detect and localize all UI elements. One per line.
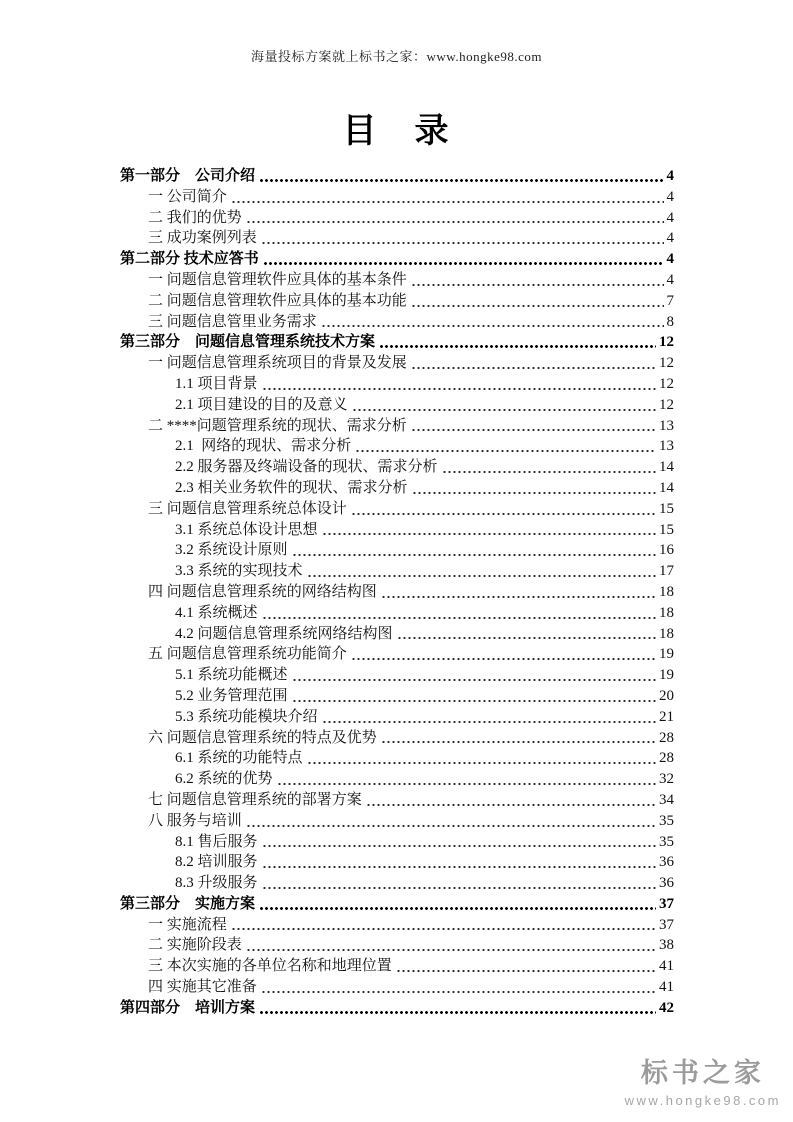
table-of-contents	[0, 166, 793, 1019]
toc-page-number: 8	[666, 313, 674, 330]
toc-entry-label: 4.2 问题信息管理系统网络结构图	[175, 625, 393, 642]
toc-leader-dots	[231, 187, 664, 208]
toc-entry[interactable]	[120, 478, 674, 499]
toc-entry-label: 8.1 售后服务	[175, 833, 258, 850]
toc-entry[interactable]	[120, 416, 674, 437]
toc-page-number: 21	[659, 708, 674, 725]
toc-entry[interactable]	[120, 707, 674, 728]
toc-entry[interactable]	[120, 436, 674, 457]
toc-entry[interactable]	[120, 998, 674, 1019]
toc-leader-dots	[261, 977, 656, 998]
toc-entry-label: 二 ****问题管理系统的现状、需求分析	[148, 417, 407, 434]
toc-entry-label: 一 问题信息管理软件应具体的基本条件	[148, 271, 407, 288]
toc-page-number: 13	[659, 438, 674, 455]
toc-leader-dots	[262, 832, 656, 853]
toc-page-number: 4	[666, 230, 674, 247]
toc-page-number: 13	[659, 417, 674, 434]
toc-leader-dots	[321, 312, 664, 333]
toc-leader-dots	[397, 624, 656, 645]
toc-leader-dots	[246, 208, 664, 229]
toc-leader-dots	[355, 436, 656, 457]
toc-entry-label: 2.1 项目建设的目的及意义	[175, 396, 348, 413]
toc-page-number: 16	[659, 542, 674, 559]
toc-entry[interactable]	[120, 832, 674, 853]
toc-leader-dots	[262, 374, 656, 395]
toc-entry[interactable]	[120, 894, 674, 915]
toc-entry[interactable]	[120, 603, 674, 624]
toc-leader-dots	[262, 873, 656, 894]
toc-entry-label: 三 成功案例列表	[148, 230, 257, 247]
toc-entry-label: 五 问题信息管理系统功能简介	[148, 646, 347, 663]
watermark-brand: 标书之家	[640, 1058, 765, 1088]
toc-page-number: 4	[666, 271, 674, 288]
toc-entry[interactable]	[120, 187, 674, 208]
toc-page-number: 18	[659, 604, 674, 621]
toc-entry-label: 二 实施阶段表	[148, 937, 242, 954]
toc-page-number: 12	[659, 355, 674, 372]
toc-leader-dots	[411, 416, 656, 437]
toc-entry[interactable]	[120, 790, 674, 811]
toc-page-number: 28	[659, 729, 674, 746]
toc-page-number: 4	[666, 168, 674, 184]
toc-entry-label: 5.1 系统功能概述	[175, 667, 288, 684]
toc-leader-dots	[292, 686, 656, 707]
toc-entry-label: 第二部分 技术应答书	[120, 251, 259, 268]
toc-page-number: 42	[659, 999, 674, 1016]
toc-entry[interactable]	[120, 728, 674, 749]
toc-page-number: 15	[659, 500, 674, 517]
toc-entry-label: 第一部分 公司介绍	[120, 168, 256, 184]
toc-page-number: 37	[659, 895, 674, 912]
toc-entry[interactable]	[120, 748, 674, 769]
toc-entry-label: 六 问题信息管理系统的特点及优势	[148, 729, 377, 746]
toc-entry[interactable]	[120, 561, 674, 582]
toc-entry-label: 一 实施流程	[148, 916, 227, 933]
toc-entry[interactable]	[120, 353, 674, 374]
toc-entry[interactable]	[120, 582, 674, 603]
toc-page-number: 41	[659, 958, 674, 975]
toc-page-number: 35	[659, 833, 674, 850]
toc-entry-label: 四 问题信息管理系统的网络结构图	[148, 583, 377, 600]
toc-leader-dots	[352, 395, 656, 416]
watermark	[625, 1051, 781, 1108]
toc-entry-label: 6.2 系统的优势	[175, 771, 273, 788]
toc-leader-dots	[262, 603, 656, 624]
toc-leader-dots	[411, 291, 664, 312]
toc-entry-label: 3.2 系统设计原则	[175, 542, 288, 559]
toc-page-number: 18	[659, 625, 674, 642]
toc-entry-label: 2.3 相关业务软件的现状、需求分析	[175, 479, 408, 496]
toc-entry-label: 一 公司简介	[148, 188, 227, 205]
toc-entry-label: 4.1 系统概述	[175, 604, 258, 621]
toc-leader-dots	[351, 499, 656, 520]
toc-entry[interactable]	[120, 332, 674, 353]
toc-entry[interactable]	[120, 769, 674, 790]
toc-entry-label: 2.2 服务器及终端设备的现状、需求分析	[175, 459, 438, 476]
toc-entry[interactable]	[120, 624, 674, 645]
toc-leader-dots	[381, 728, 656, 749]
toc-page-number: 4	[666, 251, 674, 268]
toc-leader-dots	[261, 228, 664, 249]
toc-page-number: 41	[659, 979, 674, 996]
toc-entry[interactable]	[120, 665, 674, 686]
toc-entry[interactable]	[120, 208, 674, 229]
toc-page-number: 7	[666, 292, 674, 309]
toc-leader-dots	[246, 935, 656, 956]
toc-leader-dots	[412, 478, 656, 499]
toc-leader-dots	[259, 998, 656, 1019]
toc-entry-label: 一 问题信息管理系统项目的背景及发展	[148, 355, 407, 372]
toc-entry-label: 6.1 系统的功能特点	[175, 750, 303, 767]
toc-entry-label: 二 问题信息管理软件应具体的基本功能	[148, 292, 407, 309]
watermark-url: www.hongke98.com	[624, 1093, 781, 1108]
toc-leader-dots	[442, 457, 656, 478]
toc-leader-dots	[396, 956, 656, 977]
toc-entry[interactable]	[120, 873, 674, 894]
toc-leader-dots	[259, 894, 656, 915]
toc-entry[interactable]	[120, 395, 674, 416]
toc-entry[interactable]	[120, 166, 674, 187]
toc-page-number: 36	[659, 854, 674, 871]
toc-leader-dots	[263, 249, 664, 270]
toc-entry-label: 第四部分 培训方案	[120, 999, 256, 1016]
toc-leader-dots	[351, 644, 656, 665]
toc-leader-dots	[262, 852, 656, 873]
toc-page-number: 20	[659, 687, 674, 704]
toc-leader-dots	[366, 790, 656, 811]
toc-page-number: 36	[659, 875, 674, 892]
toc-page-number: 19	[659, 667, 674, 684]
toc-entry-label: 8.2 培训服务	[175, 854, 258, 871]
toc-page-number: 12	[659, 375, 674, 392]
toc-leader-dots	[307, 561, 656, 582]
toc-entry-label: 三 本次实施的各单位名称和地理位置	[148, 958, 392, 975]
toc-entry-label: 5.3 系统功能模块介绍	[175, 708, 318, 725]
toc-entry[interactable]	[120, 644, 674, 665]
toc-page-number: 19	[659, 646, 674, 663]
toc-leader-dots	[292, 665, 656, 686]
toc-entry[interactable]	[120, 312, 674, 333]
toc-entry[interactable]	[120, 228, 674, 249]
toc-page-number: 14	[659, 479, 674, 496]
toc-page-number: 35	[659, 812, 674, 829]
toc-entry[interactable]	[120, 520, 674, 541]
toc-entry[interactable]	[120, 270, 674, 291]
toc-entry[interactable]	[120, 852, 674, 873]
toc-entry[interactable]	[120, 915, 674, 936]
toc-page-number: 34	[659, 791, 674, 808]
toc-entry-label: 二 我们的优势	[148, 209, 242, 226]
toc-entry-label: 第三部分 实施方案	[120, 895, 256, 912]
toc-leader-dots	[259, 166, 663, 187]
toc-entry[interactable]	[120, 956, 674, 977]
toc-entry-label: 5.2 业务管理范围	[175, 687, 288, 704]
toc-leader-dots	[411, 270, 664, 291]
toc-entry-label: 1.1 项目背景	[175, 375, 258, 392]
toc-leader-dots	[246, 811, 656, 832]
toc-page-number: 4	[666, 209, 674, 226]
toc-page-number: 28	[659, 750, 674, 767]
toc-entry-label: 三 问题信息管里业务需求	[148, 313, 317, 330]
toc-page-number: 15	[659, 521, 674, 538]
toc-leader-dots	[231, 915, 656, 936]
toc-entry[interactable]	[120, 457, 674, 478]
toc-leader-dots	[411, 353, 656, 374]
toc-entry[interactable]	[120, 686, 674, 707]
page-title: 目 录	[342, 113, 451, 150]
toc-entry-label: 3.3 系统的实现技术	[175, 563, 303, 580]
toc-leader-dots	[277, 769, 656, 790]
toc-leader-dots	[379, 332, 656, 353]
toc-entry-label: 三 问题信息管理系统总体设计	[148, 500, 347, 517]
toc-page-number: 17	[659, 563, 674, 580]
page-header-text: 海量投标方案就上标书之家：www.hongke98.com	[251, 49, 542, 64]
toc-entry[interactable]	[120, 811, 674, 832]
toc-page-number: 38	[659, 937, 674, 954]
toc-entry-label: 八 服务与培训	[148, 812, 242, 829]
toc-entry-label: 第三部分 问题信息管理系统技术方案	[120, 334, 376, 351]
toc-leader-dots	[322, 520, 656, 541]
toc-leader-dots	[307, 748, 656, 769]
toc-page-number: 18	[659, 583, 674, 600]
toc-entry[interactable]	[120, 249, 674, 270]
toc-page-number: 12	[659, 334, 674, 351]
toc-entry-label: 8.3 升级服务	[175, 875, 258, 892]
toc-leader-dots	[381, 582, 656, 603]
toc-page-number: 32	[659, 771, 674, 788]
toc-entry[interactable]	[120, 499, 674, 520]
toc-entry[interactable]	[120, 291, 674, 312]
toc-entry-label: 四 实施其它准备	[148, 979, 257, 996]
toc-entry[interactable]	[120, 540, 674, 561]
toc-page-number: 12	[659, 396, 674, 413]
toc-entry[interactable]	[120, 935, 674, 956]
toc-leader-dots	[292, 540, 656, 561]
toc-leader-dots	[322, 707, 656, 728]
toc-entry[interactable]	[120, 374, 674, 395]
toc-entry-label: 七 问题信息管理系统的部署方案	[148, 791, 362, 808]
toc-entry-label: 2.1 网络的现状、需求分析	[175, 438, 352, 455]
toc-page-number: 37	[659, 916, 674, 933]
toc-page-number: 4	[666, 188, 674, 205]
toc-page-number: 14	[659, 459, 674, 476]
toc-entry[interactable]	[120, 977, 674, 998]
toc-entry-label: 3.1 系统总体设计思想	[175, 521, 318, 538]
